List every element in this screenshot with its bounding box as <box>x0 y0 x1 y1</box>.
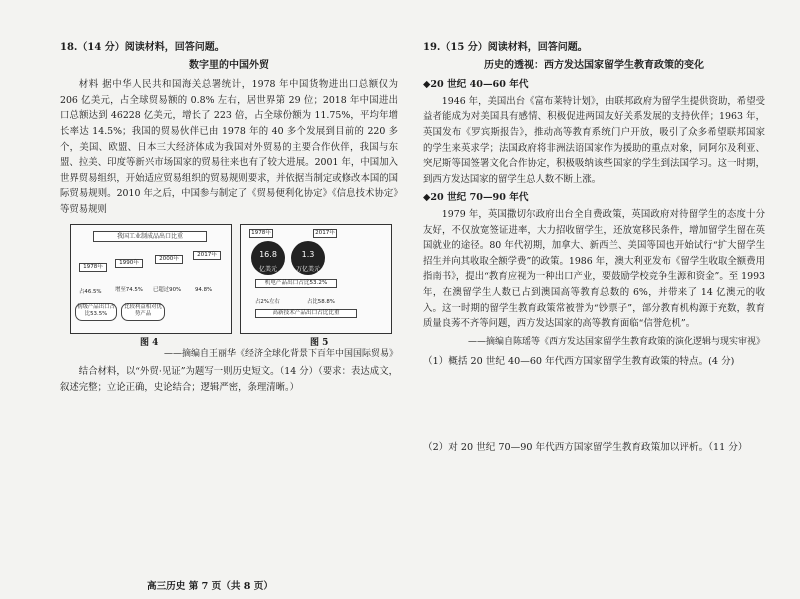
fig4-note-advantage: 比较利益相对优势产品 <box>121 303 165 321</box>
q18-source: ——摘编自王丽华《经济全球化背景下百年中国国际贸易》 <box>163 348 398 359</box>
fig4-value-2000: 已超过90% <box>153 286 182 293</box>
page-footer: 高三历史 第 7 页（共 8 页） <box>147 581 273 592</box>
fig5-circle-a-unit: 亿美元 <box>258 266 277 274</box>
question-19 <box>423 40 765 459</box>
figure-4 <box>70 224 232 334</box>
fig4-year-2000: 2000年 <box>155 255 183 264</box>
fig5-circle-b-value: 1.3 <box>301 249 315 259</box>
fig5-circle-b-unit: 万亿美元 <box>295 266 320 274</box>
fig5-year-2017: 2017年 <box>313 229 337 238</box>
fig5-circle-a-value: 16.8 <box>259 249 277 259</box>
fig5-circle-1978 <box>251 241 285 275</box>
q19-section-2: ◆20 世纪 70—90 年代 <box>423 192 529 204</box>
fig5-circle-2017 <box>291 241 325 275</box>
fig4-header: 我国工业制成品出口比重 <box>93 231 207 242</box>
q19-header: 19.（15 分）阅读材料，回答问题。 <box>423 42 588 53</box>
q19-paragraph-1: 1946 年，美国出台《富布莱特计划》，由联邦政府为留学生提供资助，希望受益者能成为对美国具有感情、积极促进两国友好关系发展的支持伙伴；1963 年，英国发布《罗宾斯报告》，推动高等教育系统门户开放，吸引了众多希望联邦国家的学生来英求学；法国政府将非洲法语国家作为援助的重点对象，同阿尔及利亚、突尼斯等国签署文化合作协定，积极吸纳该些国家的学生到法国学习。这一时期，到西方发达国家的留学生总人数不断上涨。 <box>423 95 765 185</box>
question-18 <box>60 40 398 395</box>
fig5-58-label: 占比58.8% <box>307 298 335 305</box>
fig4-note-primary: 初级产品出口占比53.5% <box>75 303 117 321</box>
fig4-year-1990: 1990年 <box>115 259 143 268</box>
fig4-value-2017: 94.8% <box>195 286 213 293</box>
fig4-year-2017: 2017年 <box>193 251 221 260</box>
fig5-year-1978: 1978年 <box>249 229 273 238</box>
fig5-caption: 图 5 <box>310 337 329 348</box>
q19-subquestion-1: （1）概括 20 世纪 40—60 年代西方国家留学生教育政策的特点。(4 分) <box>423 356 735 368</box>
q19-source: ——摘编自陈瑶等《西方发达国家留学生教育政策的演化逻辑与现实审视》 <box>467 336 765 347</box>
q19-title: 历史的透视：西方发达国家留学生教育政策的变化 <box>484 59 704 71</box>
fig5-hightech-label: 高新技术产品出口占比比重 <box>255 309 357 318</box>
fig4-value-1978: 占46.5% <box>79 288 102 295</box>
q18-title: 数字里的中国外贸 <box>189 59 269 71</box>
fig4-caption: 图 4 <box>140 337 159 348</box>
fig5-share-label: 占2%左右 <box>255 298 280 305</box>
figure-5 <box>240 224 392 334</box>
fig4-value-1990: 增至74.5% <box>115 286 143 293</box>
q19-subquestion-2: （2）对 20 世纪 70—90 年代西方国家留学生教育政策加以评析。（11 分） <box>423 441 748 453</box>
q19-section-1: ◆20 世纪 40—60 年代 <box>423 79 529 91</box>
q18-header: 18.（14 分）阅读材料，回答问题。 <box>60 42 225 53</box>
fig4-year-1978: 1978年 <box>79 263 107 272</box>
q18-question: 结合材料，以“外贸·见证”为题写一则历史短文。（14 分）（要求：表达成文，叙述完整；立论正确，史论结合；逻辑严密，条理清晰。） <box>60 366 398 393</box>
q18-material: 材料 据中华人民共和国海关总署统计，1978 年中国货物进出口总额仅为 206 亿美元，占全球贸易额的 0.8% 左右，居世界第 29 位；2018 年中国进出口总额达到 46228 亿美元，增长了 223 倍，占全球份额为 11.75%，平均年增长率达 14.5%；我国的贸易伙伴已由 1978 年的 40 多个发展到目前的 220 多个，美国、欧盟、日本三大经济体成为我国对外贸易的主要合作伙伴，我国与东盟、拉美、印度等新兴市场国家的贸易往来也有了较大进展。2001 年，中国加入世界贸易组织，开始适应贸易组织的贸易规则要求，并依据当制定或修改本国的国际贸易规则。2010 年之后，中国参与制定了《贸易便利化协定》《信息技术协定》等贸易规则 <box>60 79 398 215</box>
q19-paragraph-2: 1979 年，英国撒切尔政府出台全自费政策，英国政府对待留学生的态度十分友好，不仅放宽签证进率，大力招收留学生，还放宽移民条件，增加留学生留在英国就业的途径。80 年代初期，加拿大、新西兰、美国等国也开始试行“扩大留学生招生并向其收取全额学费”的政策。1986 年，澳大利亚发布《留学生收取全额费用指南书》，提出“教育应视为一种出口产业，要鼓励学校竞争生源和资金”。至 1993 年，在澳留学生人数已占到澳国高等教育总数的 6%，并带来了 14 亿澳元的收入。这一时期的留学生教育政策常被誉为“钞票子”，部分教育机构源于充数，教育质量良莠不齐等问题，西方发达国家的高等教育面临“信誉危机”。 <box>423 208 765 330</box>
fig5-mech-label: 机电产品出口占比53.2% <box>255 279 337 288</box>
figures-area <box>60 224 398 348</box>
